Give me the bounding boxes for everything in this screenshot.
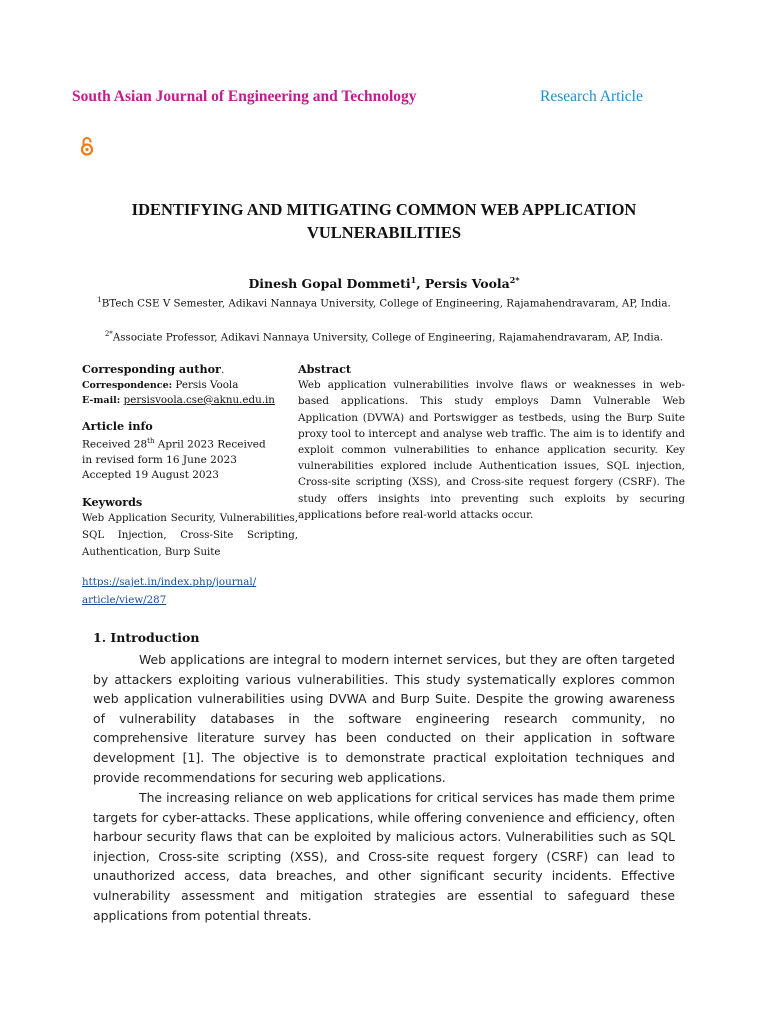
introduction-paragraph-2: The increasing reliance on web applications for critical services has made them prime targets for cyber-attacks. These applications, while offering convenience and efficiency, often harbour security flaws that can be exploited by malicious actors. Vulnerabilities such as SQL injection, Cross-site scripting (XSS), and Cross-site request forgery (CSRF) can lead to unauthorized access, data breaches, and other significant security incidents. Effective vulnerability assessment and mitigation strategies are essential to safeguard these applications from potential threats. xyxy=(93,790,675,923)
author-affiliation-mark: 1 xyxy=(410,275,417,285)
article-url-line-1[interactable]: https://sajet.in/index.php/journal/ xyxy=(82,576,257,588)
keywords-block xyxy=(82,495,298,561)
corresponding-author-heading xyxy=(82,362,298,378)
correspondence-label: Correspondence: xyxy=(82,380,173,391)
author-affiliation-mark: 2* xyxy=(509,275,520,285)
article-info-block xyxy=(82,419,298,483)
correspondence-line xyxy=(82,378,298,393)
affiliation-2 xyxy=(96,327,672,345)
author-separator: , xyxy=(416,276,425,292)
abstract-block xyxy=(298,361,685,523)
received-pre: Received 28 xyxy=(82,438,148,451)
affiliation-text: Associate Professor, Adikavi Nannaya University, College of Engineering, Rajamahendravaram, AP, India. xyxy=(112,331,664,344)
corresponding-heading-text: Corresponding author xyxy=(82,362,221,376)
author-name: Persis Voola xyxy=(424,276,510,292)
corresponding-author-block xyxy=(82,362,298,408)
article-info-heading: Article info xyxy=(82,419,153,433)
corresponding-heading-suffix: . xyxy=(220,364,225,376)
affiliation-1 xyxy=(96,293,672,311)
keywords-text: Web Application Security, Vulnerabilities, SQL Injection, Cross-Site Scripting, Authentication, Burp Suite xyxy=(82,513,298,558)
received-sup: th xyxy=(147,437,155,445)
section-heading-introduction: 1. Introduction xyxy=(93,630,200,645)
revised-date: in revised form 16 June 2023 xyxy=(82,453,237,466)
received-date xyxy=(82,434,298,453)
affiliation-mark: 1 xyxy=(97,296,102,304)
accepted-date: Accepted 19 August 2023 xyxy=(82,468,219,481)
email-link[interactable]: persisvoola.cse@aknu.edu.in xyxy=(123,394,275,406)
introduction-paragraph-1: Web applications are integral to modern internet services, but they are often targeted by attackers exploiting various vulnerabilities. This study systematically explores common web application vulnerabilities using DVWA and Burp Suite. Despite the growing awareness of vulnerability databases in the software engineering research community, no comprehensive literature survey has been conducted on their application in software development [1]. The objective is to demonstrate practical exploitation techniques and provide recommendations for securing web applications. xyxy=(93,652,675,785)
abstract-text: Web application vulnerabilities involve flaws or weaknesses in web-based applications. This study employs Damn Vulnerable Web Application (DVWA) and Portswigger as testbeds, using the Burp Suite proxy tool to intercept and analyse web traffic. The aim is to identify and exploit common vulnerabilities to enhance application security. Key vulnerabilities explored include Authentication issues, SQL injection, Cross-site scripting (XSS), and Cross-site request forgery (CSRF). The study offers insights into preventing such exploits by securing applications before real-world attacks occur. xyxy=(298,379,685,521)
author-name: Dinesh Gopal Dommeti xyxy=(248,276,411,292)
open-access-lock-icon xyxy=(80,136,94,156)
author-list xyxy=(90,275,678,291)
affiliation-text: BTech CSE V Semester, Adikavi Nannaya University, College of Engineering, Rajamahendravaram, AP, India. xyxy=(101,297,671,310)
journal-name: South Asian Journal of Engineering and Technology xyxy=(72,88,417,105)
affiliation-mark: 2* xyxy=(104,330,113,338)
email-line xyxy=(82,393,298,408)
correspondence-value: Persis Voola xyxy=(172,379,239,391)
article-type-label: Research Article xyxy=(540,88,643,105)
article-url-line-2[interactable]: article/view/287 xyxy=(82,594,167,606)
paper-title: IDENTIFYING AND MITIGATING COMMON WEB APPLICATION VULNERABILITIES xyxy=(131,200,637,242)
email-label: E-mail: xyxy=(82,395,121,406)
article-url-link[interactable] xyxy=(82,573,292,609)
keywords-heading: Keywords xyxy=(82,495,143,509)
abstract-heading: Abstract xyxy=(298,362,352,376)
received-post: April 2023 Received xyxy=(154,438,266,451)
